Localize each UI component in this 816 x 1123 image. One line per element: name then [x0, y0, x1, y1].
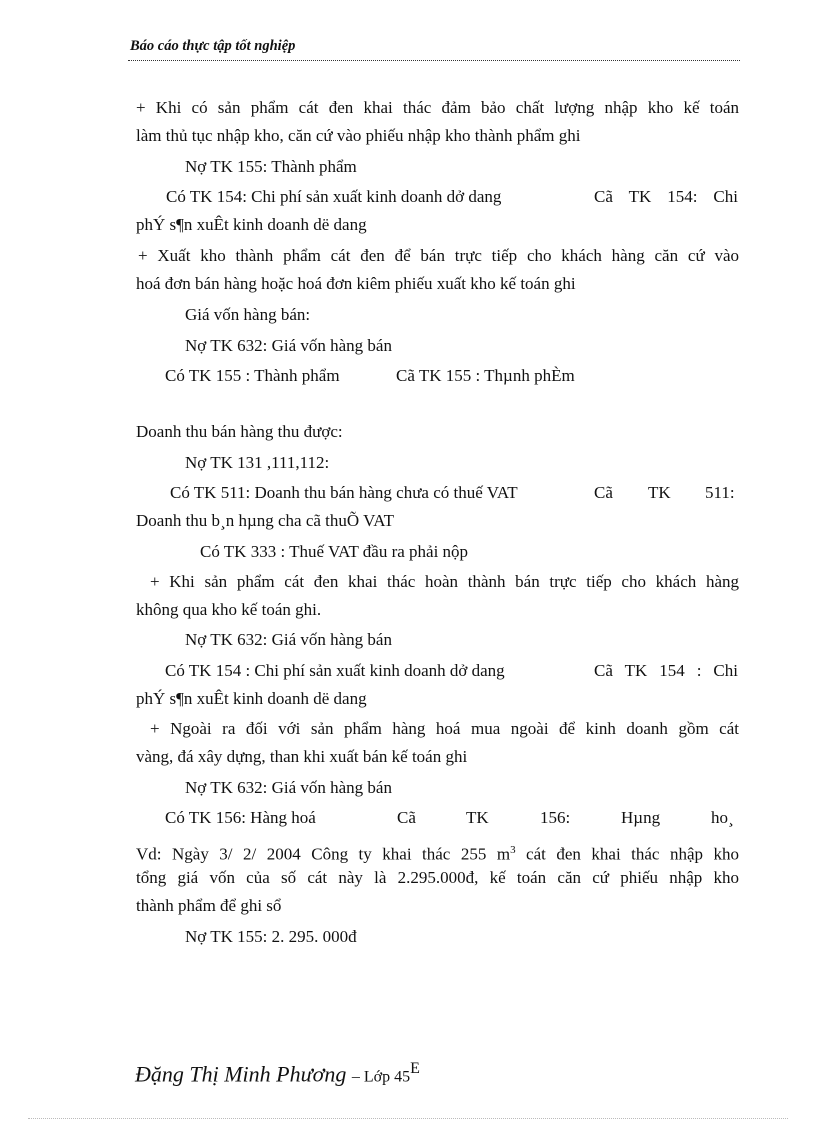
entry-title: Giá vốn hàng bán:	[185, 305, 311, 324]
page-footer	[135, 1060, 420, 1087]
footer-author: Đặng Thị Minh Phương	[135, 1061, 347, 1087]
paragraph-line: làm thủ tục nhập kho, căn cứ vào phiếu nhập kho thành phẩm ghi	[136, 126, 581, 145]
paragraph-line: + Ngoài ra đối với sản phẩm hàng hoá mua ngoài để kinh doanh gồm cát	[150, 719, 739, 738]
paragraph-line: không qua kho kế toán ghi.	[136, 600, 322, 619]
entry-credit-legacy-word: 156:	[540, 808, 571, 827]
entry-credit: Có TK 333 : Thuế VAT đầu ra phải nộp	[200, 542, 469, 561]
paragraph-line: hoá đơn bán hàng hoặc hoá đơn kiêm phiếu xuất kho kế toán ghi	[136, 274, 576, 293]
entry-debit: Nợ TK 155: 2. 295. 000đ	[185, 927, 357, 946]
paragraph-line: + Xuất kho thành phẩm cát đen để bán trực tiếp cho khách hàng căn cứ vào	[138, 246, 739, 265]
entry-credit-legacy-cont: phÝ s¶n xuÊt kinh doanh dë dang	[136, 689, 367, 708]
entry-credit-legacy-cont: phÝ s¶n xuÊt kinh doanh dë dang	[136, 215, 367, 234]
footer-class-sup: E	[410, 1060, 420, 1077]
entry-credit: Có TK 155 : Thành phẩm	[165, 366, 340, 385]
entry-credit-legacy-word: Cã	[397, 808, 416, 827]
entry-debit: Nợ TK 632: Giá vốn hàng bán	[185, 778, 392, 797]
entry-debit: Nợ TK 632: Giá vốn hàng bán	[185, 336, 392, 355]
entry-credit-legacy-word: 511:	[705, 483, 735, 502]
entry-debit: Nợ TK 632: Giá vốn hàng bán	[185, 630, 392, 649]
entry-credit-legacy-word: TK	[648, 483, 671, 502]
entry-credit: Có TK 156: Hàng hoá	[165, 808, 316, 827]
entry-credit-legacy: Cã TK 154: Chi	[594, 187, 738, 206]
example-line: thành phẩm để ghi sổ	[136, 896, 282, 915]
paragraph-line: + Khi có sản phẩm cát đen khai thác đảm bảo chất lượng nhập kho kế toán	[136, 98, 739, 117]
entry-credit-legacy-word: Hµng	[621, 808, 661, 827]
entry-credit: Có TK 154: Chi phí sản xuất kinh doanh dở dang	[166, 187, 502, 206]
entry-credit: Có TK 154 : Chi phí sản xuất kinh doanh dở dang	[165, 661, 505, 680]
footer-class: – Lớp 45	[351, 1068, 411, 1086]
footer-divider	[28, 1118, 788, 1119]
entry-credit-legacy-cont: Doanh thu b¸n hµng cha cã thuÕ VAT	[136, 511, 394, 530]
paragraph-line: + Khi sản phẩm cát đen khai thác hoàn thành bán trực tiếp cho khách hàng	[150, 572, 739, 591]
entry-credit-legacy: Cã TK 154 : Chi	[594, 661, 738, 680]
entry-credit-legacy: Cã TK 155 : Thµnh phÈm	[396, 366, 575, 385]
paragraph-line: vàng, đá xây dựng, than khi xuất bán kế toán ghi	[136, 747, 468, 766]
example-superscript: 3	[510, 844, 516, 856]
entry-credit-legacy-word: ho¸	[711, 808, 734, 827]
entry-credit: Có TK 511: Doanh thu bán hàng chưa có thuế VAT	[170, 483, 518, 502]
paragraph-line: Doanh thu bán hàng thu được:	[136, 422, 343, 441]
page-header-title: Báo cáo thực tập tốt nghiệp	[130, 38, 296, 54]
example-line: tổng giá vốn của số cát này là 2.295.000đ, kế toán căn cứ phiếu nhập kho	[136, 868, 739, 887]
entry-credit-legacy-word: Cã	[594, 483, 613, 502]
header-divider	[128, 60, 740, 61]
entry-credit-legacy-word: TK	[466, 808, 489, 827]
example-text: cát đen khai thác nhập kho	[515, 844, 739, 864]
entry-debit: Nợ TK 131 ,111,112:	[185, 453, 330, 472]
entry-debit: Nợ TK 155: Thành phẩm	[185, 157, 357, 176]
example-text: Vd: Ngày 3/ 2/ 2004 Công ty khai thác 255 m	[136, 844, 511, 864]
example-line	[136, 840, 739, 865]
